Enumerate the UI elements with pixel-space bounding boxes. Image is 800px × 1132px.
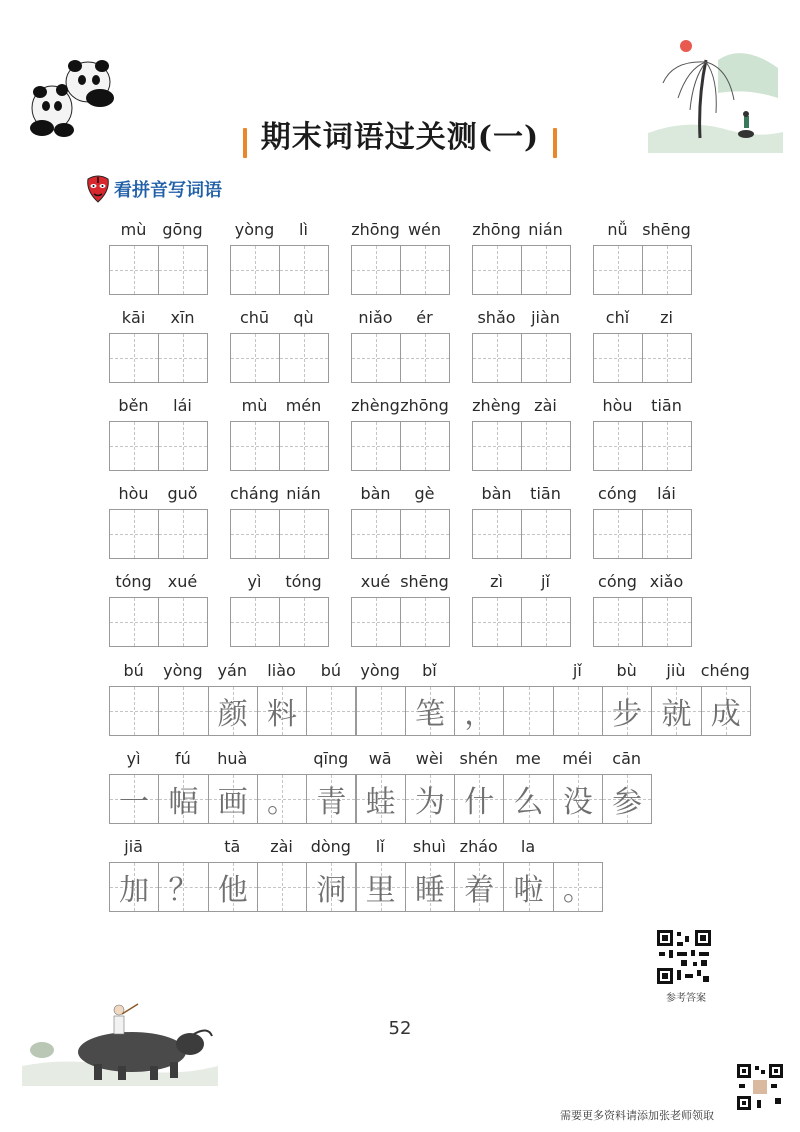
sentence-pinyin: wèi: [415, 749, 444, 768]
pinyin-label: nián: [528, 220, 563, 239]
footer-note: 需要更多资料请添加张老师领取: [560, 1109, 714, 1122]
writing-cell[interactable]: [109, 597, 159, 647]
sentence-cell[interactable]: [602, 686, 652, 736]
footer-qr-code[interactable]: [735, 1062, 785, 1112]
writing-cell[interactable]: [642, 421, 692, 471]
writing-cell[interactable]: [593, 245, 643, 295]
sentence-pinyin: liào: [267, 661, 296, 680]
pinyin-label: tóng: [285, 572, 322, 591]
sentence-pinyin: yì: [126, 749, 141, 768]
pinyin-label: nǚ: [607, 220, 628, 239]
pinyin-label: zì: [490, 572, 503, 591]
sentence-pinyin: shén: [459, 749, 498, 768]
writing-cell[interactable]: [400, 421, 450, 471]
sentence-pinyin: huà: [217, 749, 248, 768]
writing-cell[interactable]: [593, 597, 643, 647]
pinyin-label: shǎo: [477, 308, 516, 327]
sentence-cell[interactable]: [651, 686, 701, 736]
writing-cell[interactable]: [400, 597, 450, 647]
sentence-character: 洞: [316, 873, 347, 908]
pinyin-label: hòu: [602, 396, 633, 415]
writing-cell[interactable]: [521, 597, 571, 647]
page-number: 52: [388, 1018, 412, 1039]
sentence-character: 他: [217, 873, 248, 908]
sentence-pinyin: jiā: [124, 837, 143, 856]
sentence-character: 加: [119, 873, 150, 908]
writing-cell[interactable]: [400, 245, 450, 295]
sentence-cell[interactable]: [109, 862, 159, 912]
pinyin-label: zhōng: [472, 220, 521, 239]
pinyin-label: mù: [120, 220, 147, 239]
pinyin-label: tiān: [530, 484, 561, 503]
sentence-pinyin: wā: [368, 749, 392, 768]
writing-cell[interactable]: [642, 245, 692, 295]
sentence-cell[interactable]: [257, 862, 307, 912]
sentence-pinyin: jǐ: [572, 661, 582, 680]
sentence-pinyin: chéng: [700, 661, 750, 680]
writing-cell[interactable]: [109, 421, 159, 471]
sentence-character: 啦: [513, 873, 544, 908]
pinyin-label: lì: [299, 220, 308, 239]
sentence-pinyin: méi: [562, 749, 593, 768]
writing-cell[interactable]: [642, 509, 692, 559]
pinyin-label: guǒ: [167, 484, 198, 503]
qr-code-icon[interactable]: [655, 928, 713, 986]
sentence-character: 就: [661, 697, 692, 732]
pinyin-label: běn: [118, 396, 149, 415]
pinyin-label: zi: [660, 308, 673, 327]
sentence-cell[interactable]: [503, 686, 553, 736]
sentence-cell[interactable]: [454, 686, 504, 736]
sentence-character: [554, 687, 602, 735]
sentence-cell[interactable]: [454, 862, 504, 912]
pinyin-label: hòu: [118, 484, 149, 503]
sentence-cell[interactable]: [553, 686, 603, 736]
pinyin-label: yì: [247, 572, 262, 591]
sentence-pinyin: me: [515, 749, 541, 768]
pinyin-label: tiān: [651, 396, 682, 415]
sentence-cell[interactable]: [602, 774, 652, 824]
pinyin-label: gè: [414, 484, 435, 503]
pinyin-label: shēng: [400, 572, 449, 591]
pinyin-label: lái: [657, 484, 676, 503]
pinyin-label: nián: [286, 484, 321, 503]
page-title: 期末词语过关测(一): [260, 120, 540, 155]
sentence-character: 成: [710, 697, 741, 732]
writing-cell[interactable]: [230, 597, 280, 647]
writing-cell[interactable]: [642, 333, 692, 383]
sentence-pinyin: zài: [270, 837, 293, 856]
sentence-cell[interactable]: [109, 686, 159, 736]
sentence-character: 蛙: [365, 785, 396, 820]
ox-rider-illustration: [22, 994, 218, 1086]
writing-cell[interactable]: [400, 509, 450, 559]
sentence-cell[interactable]: [208, 774, 258, 824]
sentence-character: 什: [464, 785, 495, 820]
sentence-cell[interactable]: [208, 862, 258, 912]
pinyin-label: niǎo: [358, 308, 393, 327]
pinyin-label: jiàn: [531, 308, 560, 327]
sentence-pinyin: bú: [123, 661, 144, 680]
writing-cell[interactable]: [472, 509, 522, 559]
sentence-pinyin: shuì: [412, 837, 446, 856]
sentence-character: ，: [464, 697, 495, 732]
sentence-pinyin: dòng: [310, 837, 351, 856]
sentence-character: 料: [267, 697, 298, 732]
pinyin-label: jǐ: [541, 572, 550, 591]
writing-cell[interactable]: [472, 245, 522, 295]
sentence-character: 里: [365, 873, 396, 908]
pinyin-label: chū: [239, 308, 270, 327]
writing-cell[interactable]: [351, 509, 401, 559]
pinyin-label: xué: [360, 572, 391, 591]
writing-cell[interactable]: [279, 245, 329, 295]
sentence-cell[interactable]: [405, 686, 455, 736]
pinyin-label: cóng: [598, 484, 637, 503]
pinyin-label: mén: [285, 396, 322, 415]
writing-cell[interactable]: [521, 333, 571, 383]
writing-cell[interactable]: [351, 333, 401, 383]
sentence-cell[interactable]: [701, 686, 751, 736]
sentence-cell[interactable]: [356, 862, 406, 912]
sentence-character: 笔: [414, 697, 445, 732]
writing-cell[interactable]: [279, 333, 329, 383]
sentence-pinyin: yòng: [163, 661, 203, 680]
sentence-pinyin: fú: [175, 749, 191, 768]
pinyin-label: qù: [293, 308, 314, 327]
writing-cell[interactable]: [472, 421, 522, 471]
writing-cell[interactable]: [158, 597, 208, 647]
writing-cell[interactable]: [472, 597, 522, 647]
sentence-character: 幅: [168, 785, 199, 820]
sentence-character: 。: [562, 873, 593, 908]
sentence-cell[interactable]: [257, 686, 307, 736]
sentence-character: [357, 687, 405, 735]
writing-cell[interactable]: [400, 333, 450, 383]
sentence-cell[interactable]: [208, 686, 258, 736]
sentence-cell[interactable]: [405, 774, 455, 824]
pinyin-label: zhōng: [351, 220, 400, 239]
sentence-pinyin: yán: [217, 661, 247, 680]
sentence-pinyin: qīng: [313, 749, 349, 768]
pinyin-label: xīn: [170, 308, 195, 327]
sentence-cell[interactable]: [356, 774, 406, 824]
writing-cell[interactable]: [593, 333, 643, 383]
sentence-cell[interactable]: [158, 774, 208, 824]
writing-cell[interactable]: [351, 421, 401, 471]
sentence-cell[interactable]: [503, 774, 553, 824]
sentence-pinyin: bǐ: [422, 661, 437, 680]
sentence-character: 画: [217, 785, 248, 820]
title-bar-right: [553, 128, 557, 158]
pinyin-label: yòng: [234, 220, 275, 239]
pinyin-label: zhōng: [400, 396, 449, 415]
writing-cell[interactable]: [279, 597, 329, 647]
sentence-cell[interactable]: [553, 774, 603, 824]
sentence-character: 一: [119, 785, 150, 820]
sentence-character: ？: [168, 873, 199, 908]
writing-cell[interactable]: [642, 597, 692, 647]
sentence-cell[interactable]: [158, 862, 208, 912]
sentence-character: 青: [316, 785, 347, 820]
writing-cell[interactable]: [521, 421, 571, 471]
pinyin-label: lái: [173, 396, 192, 415]
sentence-character: 么: [513, 785, 544, 820]
pinyin-label: gōng: [162, 220, 203, 239]
pinyin-label: bàn: [481, 484, 512, 503]
sentence-character: 着: [464, 873, 495, 908]
sentence-cell[interactable]: [454, 774, 504, 824]
pinyin-label: chǐ: [605, 308, 630, 327]
sentence-character: 没: [562, 785, 593, 820]
writing-cell[interactable]: [521, 509, 571, 559]
writing-cell[interactable]: [158, 245, 208, 295]
sentence-cell[interactable]: [553, 862, 603, 912]
pinyin-label: kāi: [121, 308, 146, 327]
sentence-pinyin: cān: [612, 749, 642, 768]
section-header: [86, 175, 222, 203]
sentence-cell[interactable]: [158, 686, 208, 736]
sentence-pinyin: bù: [616, 661, 637, 680]
writing-cell[interactable]: [279, 421, 329, 471]
pinyin-label: wén: [407, 220, 442, 239]
sentence-cell[interactable]: [356, 686, 406, 736]
sentence-character: 步: [612, 697, 643, 732]
writing-cell[interactable]: [230, 509, 280, 559]
sentence-pinyin: bú: [320, 661, 341, 680]
sentence-character: [159, 687, 207, 735]
sentence-character: [307, 687, 355, 735]
sentence-cell[interactable]: [306, 686, 356, 736]
pinyin-label: shēng: [642, 220, 691, 239]
title-bar-left: [243, 128, 247, 158]
writing-cell[interactable]: [158, 509, 208, 559]
writing-cell[interactable]: [230, 333, 280, 383]
sentence-pinyin: yòng: [360, 661, 400, 680]
sentence-cell[interactable]: [503, 862, 553, 912]
sentence-cell[interactable]: [109, 774, 159, 824]
writing-cell[interactable]: [593, 509, 643, 559]
sentence-cell[interactable]: [257, 774, 307, 824]
sentence-cell[interactable]: [306, 862, 356, 912]
sentence-pinyin: la: [520, 837, 536, 856]
writing-cell[interactable]: [521, 245, 571, 295]
pinyin-label: cháng: [229, 484, 280, 503]
sentence-character: [504, 687, 552, 735]
writing-cell[interactable]: [158, 333, 208, 383]
writing-cell[interactable]: [351, 245, 401, 295]
writing-cell[interactable]: [472, 333, 522, 383]
pinyin-label: bàn: [360, 484, 391, 503]
writing-cell[interactable]: [158, 421, 208, 471]
pinyin-label: ér: [416, 308, 433, 327]
sentence-pinyin: jiù: [666, 661, 686, 680]
writing-cell[interactable]: [109, 509, 159, 559]
sentence-character: 颜: [217, 697, 248, 732]
qr-label: 参考答案: [666, 993, 706, 1004]
sentence-character: [258, 863, 306, 911]
sentence-character: 睡: [414, 873, 445, 908]
sentence-character: 为: [414, 785, 445, 820]
writing-cell[interactable]: [230, 245, 280, 295]
writing-cell[interactable]: [109, 333, 159, 383]
writing-cell[interactable]: [593, 421, 643, 471]
sentence-character: 参: [612, 785, 643, 820]
sentence-pinyin: lǐ: [375, 837, 385, 856]
pinyin-label: cóng: [598, 572, 637, 591]
sentence-pinyin: tā: [224, 837, 241, 856]
writing-cell[interactable]: [279, 509, 329, 559]
writing-cell[interactable]: [109, 245, 159, 295]
sentence-character: 。: [267, 785, 298, 820]
sentence-pinyin: zháo: [459, 837, 498, 856]
pinyin-label: xué: [167, 572, 198, 591]
pinyin-label: tóng: [115, 572, 152, 591]
pinyin-label: zhèng: [351, 396, 400, 415]
opera-mask-icon: [86, 175, 110, 203]
writing-cell[interactable]: [230, 421, 280, 471]
pinyin-label: mù: [241, 396, 268, 415]
sentence-cell[interactable]: [306, 774, 356, 824]
section-label: 看拼音写词语: [114, 180, 222, 201]
sentence-character: [110, 687, 158, 735]
sentence-cell[interactable]: [405, 862, 455, 912]
pinyin-label: zhèng: [472, 396, 521, 415]
pinyin-label: xiǎo: [649, 572, 684, 591]
pinyin-label: zài: [534, 396, 557, 415]
writing-cell[interactable]: [351, 597, 401, 647]
